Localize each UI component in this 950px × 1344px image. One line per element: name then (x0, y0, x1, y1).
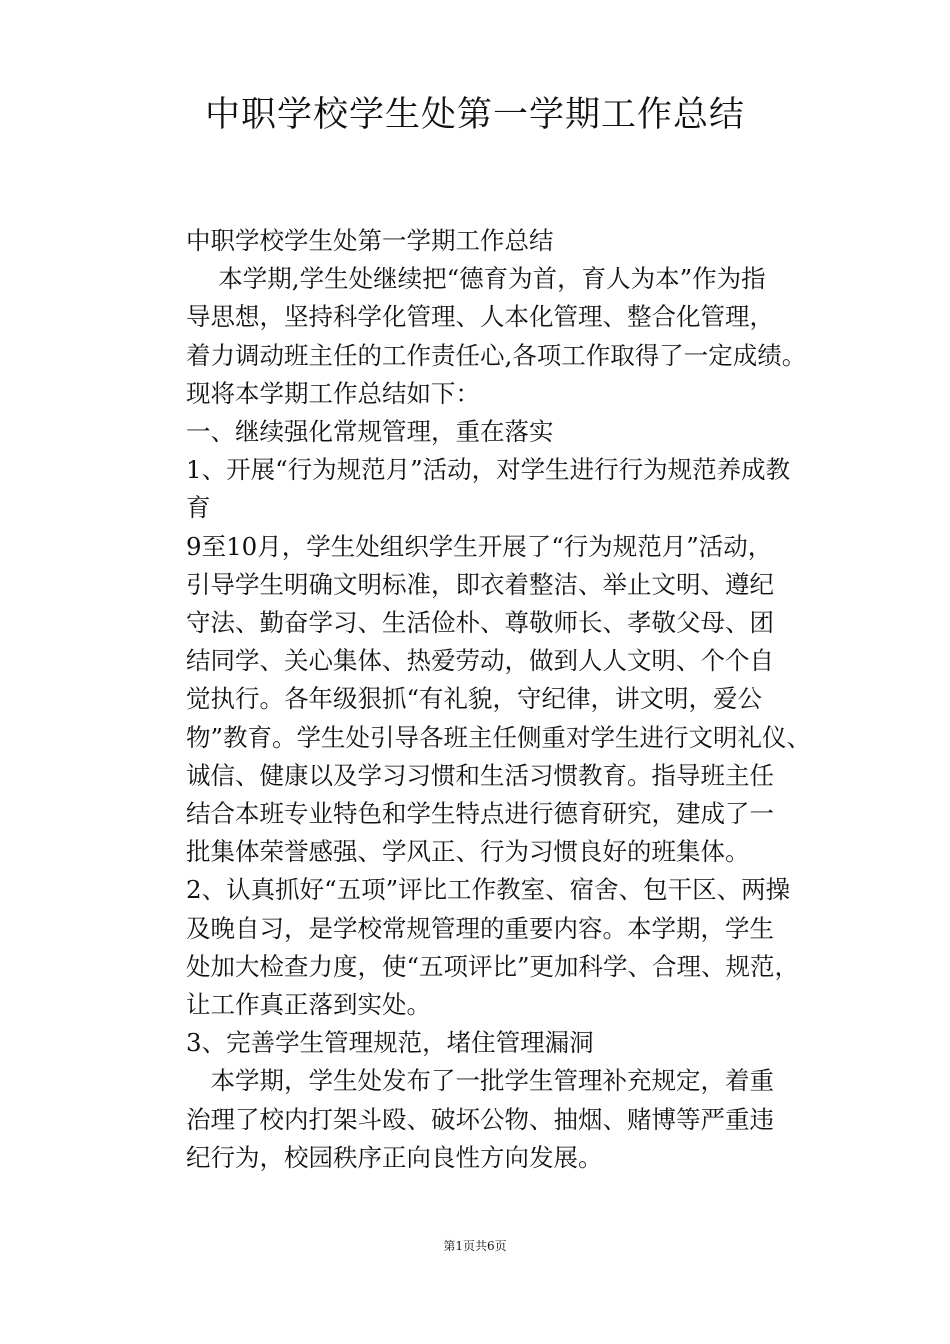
document-title: 中职学校学生处第一学期工作总结 (204, 95, 745, 135)
body-line: 纪行为，校园秩序正向良性方向发展。 (186, 1142, 603, 1172)
body-line: 守法、勤奋学习、生活俭朴、尊敬师长、孝敬父母、团 (186, 608, 774, 638)
body-line: 批集体荣誉感强、学风正、行为习惯良好的班集体。 (186, 837, 750, 867)
body-line: 治理了校内打架斗殴、破坏公物、抽烟、赌博等严重违 (186, 1104, 774, 1134)
body-line: 物”教育。学生处引导各班主任侧重对学生进行文明礼仪、 (186, 722, 812, 752)
section-heading: 一、继续强化常规管理，重在落实 (186, 417, 554, 447)
body-line: 及晚自习，是学校常规管理的重要内容。本学期，学生 (186, 913, 774, 943)
body-line: 着力调动班主任的工作责任心,各项工作取得了一定成绩。 (186, 340, 807, 370)
body-line: 本学期，学生处发布了一批学生管理补充规定，着重 (186, 1066, 774, 1096)
body-line: 结合本班专业特色和学生特点进行德育研究，建成了一 (186, 799, 774, 829)
body-line: 让工作真正落到实处。 (186, 990, 431, 1020)
body-line: 现将本学期工作总结如下： (186, 378, 480, 408)
body-line: 9至10月，学生处组织学生开展了“行为规范月”活动， (186, 531, 773, 561)
subsection-heading: 3、完善学生管理规范，堵住管理漏洞 (186, 1028, 594, 1058)
body-line: 本学期,学生处继续把“德育为首，育人为本”作为指 (186, 264, 766, 294)
body-line: 结同学、关心集体、热爱劳动，做到人人文明、个个自 (186, 646, 774, 676)
body-line: 导思想，坚持科学化管理、人本化管理、整合化管理， (186, 302, 774, 332)
body-line: 引导学生明确文明标准，即衣着整洁、举止文明、遵纪 (186, 569, 774, 599)
subsection-heading: 1、开展“行为规范月”活动，对学生进行行为规范养成教 (186, 455, 791, 485)
body-line: 诚信、健康以及学习习惯和生活习惯教育。指导班主任 (186, 760, 774, 790)
body-line: 中职学校学生处第一学期工作总结 (186, 226, 554, 255)
page-number-footer: 第1页共6页 (443, 1239, 507, 1253)
subsection-heading: 2、认真抓好“五项”评比工作教室、宿舍、包干区、两操 (186, 875, 791, 905)
document-body (186, 222, 826, 1177)
body-line: 处加大检查力度，使“五项评比”更加科学、合理、规范， (186, 951, 800, 981)
subsection-heading: 育 (186, 493, 211, 523)
body-line: 觉执行。各年级狠抓“有礼貌，守纪律，讲文明，爱公 (186, 684, 763, 714)
